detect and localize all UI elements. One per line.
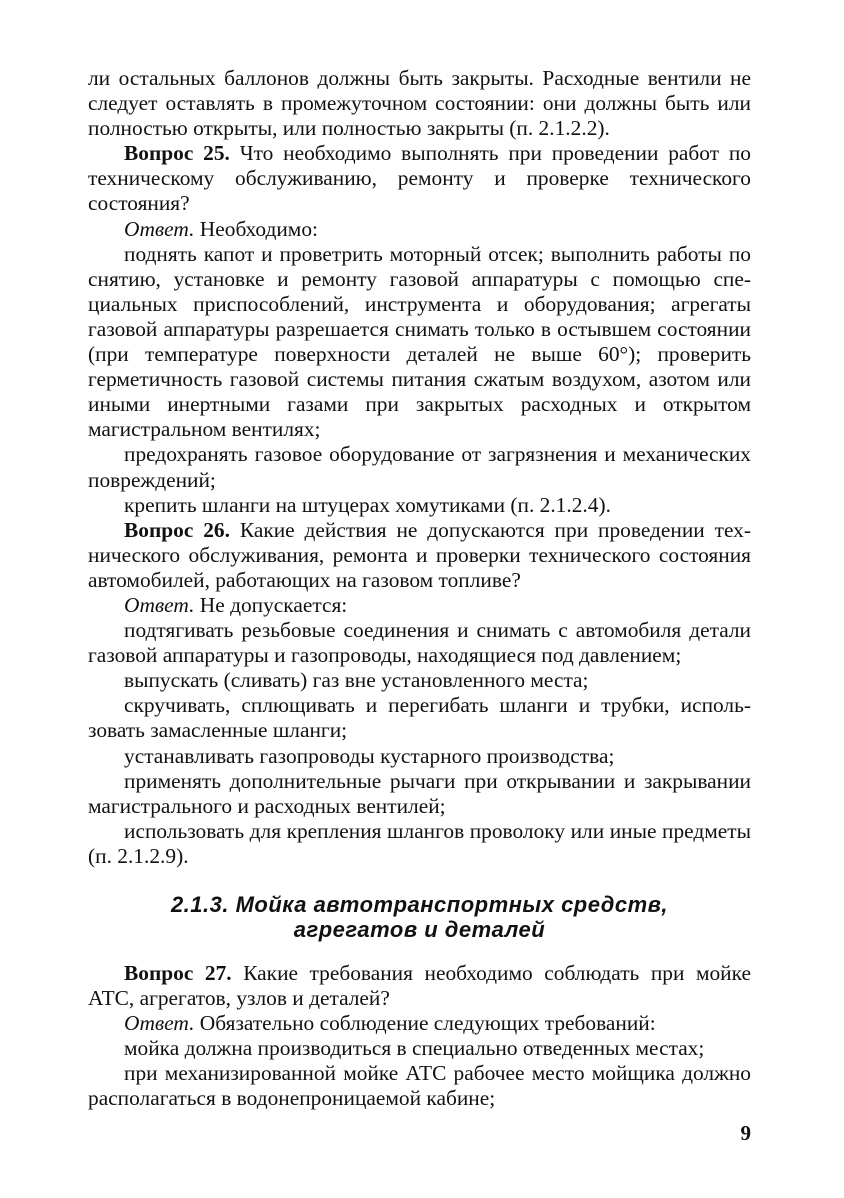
answer-27-text: Обязательно соблюдение следующих требований: [194,1011,656,1036]
section-heading-line-1: 2.1.3. Мойка автотранспортных средств, [170,892,669,917]
question-25-label: Вопрос 25. [124,141,230,166]
question-27-label: Вопрос 27. [124,961,232,985]
answer-26-item-2: выпускать (сливать) газ вне установленного места; [124,668,589,693]
question-25-text: Что необходимо выполнять при проведении работ по техническому обслуживанию, ремонту и проверке технического состояния? [88,141,751,216]
answer-26-label: Ответ. [124,592,195,617]
answer-25-label: Ответ. [124,216,195,241]
answer-25-text: Необходимо: [194,216,318,241]
question-25 [88,141,751,216]
answer-26-item-1: подтягивать резьбовые соединения и снимать с автомобиля детали газовой аппаратуры и газопроводы, находящиеся под давлением; [88,618,751,668]
answer-25-item-3: крепить шланги на штуцерах хомутиками (п. 2.1.2.4). [124,492,611,517]
page-body [88,66,751,1112]
continuation-paragraph: ли остальных баллонов должны быть закрыты. Расходные вентили не следует оставлять в промежуточном состоянии: они должны быть или полностью открыты, или полностью закрыты (п. 2.1.2.2). [88,66,751,141]
answer-26-item-3: скручивать, сплющивать и перегибать шланги и трубки, использовать замасленные шланги; [88,693,751,743]
answer-25 [88,217,751,242]
answer-27-label: Ответ. [124,1011,195,1036]
answer-27 [88,1011,751,1036]
page-number: 9 [740,1121,751,1145]
answer-26-item-6: использовать для крепления шлангов проволоку или иные предметы (п. 2.1.2.9). [88,818,751,868]
question-26 [88,518,751,593]
section-heading [88,892,751,942]
answer-26-item-4: устанавливать газопроводы кустарного производства; [124,743,615,768]
answer-26 [88,593,751,618]
answer-27-item-1: мойка должна производиться в специально отведенных местах; [124,1036,705,1061]
question-27-text: Какие требования необходимо соблюдать при мойке АТС, агрегатов, узлов и деталей? [88,961,751,1011]
question-27 [88,961,751,1011]
section-heading-line-2: агрегатов и деталей [293,917,546,942]
answer-27-item-2: при механизированной мойке АТС рабочее место мойщика должно располагаться в водонепроницаемой кабине; [88,1061,751,1111]
question-26-label: Вопрос 26. [124,517,230,542]
answer-26-item-5: применять дополнительные рычаги при открывании и закрывании магистрального и расходных вентилей; [88,768,751,818]
answer-26-text: Не допускается: [194,592,348,617]
answer-25-item-2: предохранять газовое оборудование от загрязнения и механических повреждений; [88,442,751,492]
answer-25-item-1: поднять капот и проветрить моторный отсек; выполнить работы по снятию, установке и ремонту газовой аппаратуры с помощью специальных приспособлений, инструмента и оборудования; агрегаты газовой аппаратуры разрешается снимать только в остывшем состоянии (при температуре поверхности деталей не выше 60°); проверить герметичность газовой системы питания сжатым воздухом, азотом или иными инертными газами при закрытых расходных и открытом магистральном вентилях; [88,241,751,442]
question-26-text: Какие действия не допускаются при проведении технического обслуживания, ремонта и проверки технического состояния автомобилей, работающих на газовом топливе? [88,517,751,592]
